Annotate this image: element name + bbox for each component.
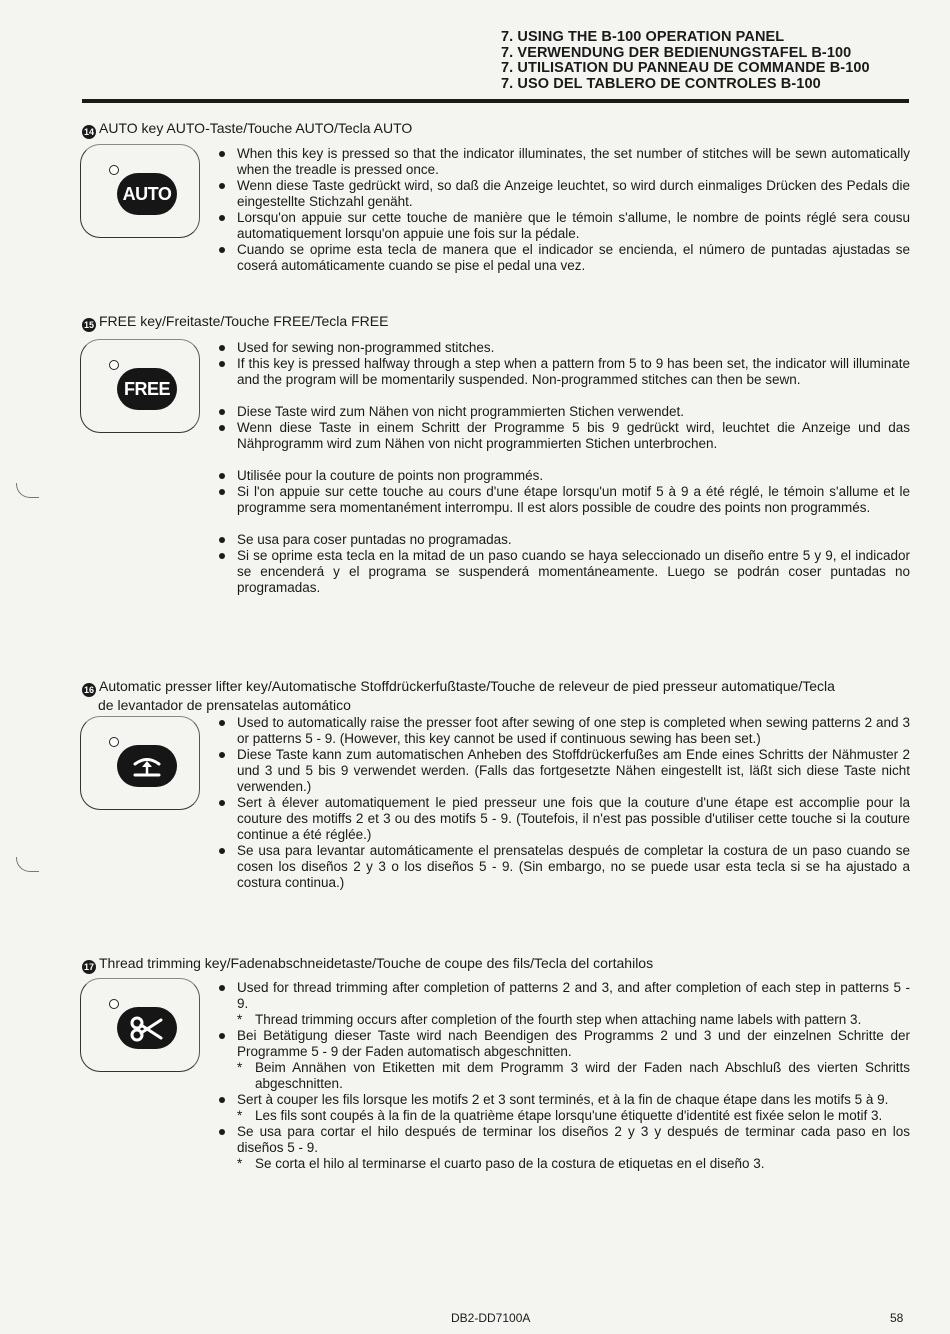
thread-trim-key-illustration [80,978,200,1072]
page-header [501,30,921,92]
list-item: Wenn diese Taste gedrückt wird, so daß die Anzeige leuchtet, so wird durch einmaliges Drücken des Pedals die eingestellte Stichzahl genäht. [216,178,910,210]
indicator-led [109,737,119,747]
list-item: Cuando se oprime esta tecla de manera que el indicador se encienda, el número de puntadas ajustadas se coserá automáticamente cuando se pise el pedal una vez. [216,242,910,274]
section-number-badge: 14 [83,127,94,137]
free-key: FREE [117,368,177,410]
section-number-badge: 15 [83,320,94,330]
list-item: Utilisée pour la couture de points non programmés. [216,468,910,484]
section-number-badge: 17 [83,962,94,972]
list-item: If this key is pressed halfway through a step when a pattern from 5 to 9 has been set, the indicator will illuminate and the program will be momentarily suspended. Non-programmed stitches can then be sewn. [216,356,910,388]
list-item: Wenn diese Taste in einem Schritt der Programme 5 bis 9 gedrückt wird, leuchtet die Anzeige und das Nähprogramm wird zum Nähen von nicht programmierten Stichen unterbrochen. [216,420,910,452]
indicator-led [109,360,119,370]
list-item: Sert à couper les fils lorsque les motifs 2 et 3 sont terminés, et à la fin de chaque étape dans les motifs 5 à 9. [216,1092,910,1108]
section-title-continuation: de levantador de prensatelas automático [98,697,351,713]
list-item: Sert à élever automatiquement le pied presseur une fois que la couture d'une étape est accomplie pour la couture des motiffs 2 et 3 ou des motifs 5 - 9. (Toutefois, il n'est pas possible d'utiliser cette touche si la couture continue a été réglée.) [216,795,910,843]
list-item: Used for sewing non-programmed stitches. [216,340,910,356]
note-item: * Beim Annähen von Etiketten mit dem Programm 3 wird der Faden nach Abschluß des vierten Schritts abgeschnitten. [216,1060,910,1092]
list-item: Used to automatically raise the presser foot after sewing of one step is completed when sewing patterns 2 and 3 or patterns 5 - 9. (However, this key cannot be used if continuous sewing has been set.) [216,715,910,747]
section-title-text: AUTO key AUTO-Taste/Touche AUTO/Tecla AUTO [99,120,413,136]
list-item: Se usa para coser puntadas no programadas. [216,532,910,548]
section-presser-lifter-list [216,715,910,891]
thread-trim-key [117,1007,177,1049]
header-line-en: 7. USING THE B-100 OPERATION PANEL [501,29,785,45]
section-title-auto [82,120,412,139]
list-item: When this key is pressed so that the indicator illuminates, the set number of stitches will be sewn automatically when the treadle is pressed once. [216,146,910,178]
header-line-es: 7. USO DEL TABLERO DE CONTROLES B-100 [501,75,821,92]
section-title-text: Thread trimming key/Fadenabschneidetaste/Touche de coupe des fils/Tecla del cortahilos [99,955,654,971]
presser-lifter-key-illustration [80,716,200,810]
list-item: Used for thread trimming after completion of patterns 2 and 3, and after completion of each step in patterns 5 - 9. [216,980,910,1012]
section-title-thread-trimming [82,955,653,974]
note-item: * Les fils sont coupés à la fin de la quatrième étape lorsqu'une étiquette d'identité est fixée selon le motif 3. [216,1108,910,1124]
section-number-badge: 16 [83,685,94,695]
presser-lifter-key [117,745,177,787]
auto-key-illustration [80,144,200,238]
margin-punch-mark [16,857,39,872]
header-line-de: 7. VERWENDUNG DER BEDIENUNGSTAFEL B-100 [501,44,852,61]
section-title-text: Automatic presser lifter key/Automatische Stoffdrückerfußtaste/Touche de releveur de pied presseur automatique/Tecla [99,678,835,694]
list-item: Lorsqu'on appuie sur cette touche de manière que le témoin s'allume, le nombre de points réglé sera cousu automatiquement lorsqu'on appuie une fois sur la pédale. [216,210,910,242]
note-item: * Thread trimming occurs after completion of the fourth step when attaching name labels with pattern 3. [216,1012,910,1028]
margin-punch-mark [16,483,39,498]
scissors-icon [129,1016,165,1042]
list-item: Si l'on appuie sur cette touche au cours d'une étape lorsqu'un motif 5 à 9 a été réglé, le témoin s'allume et le programme sera momentanément interrompu. Il est alors possible de coudre des points non programmés. [216,484,910,516]
presser-foot-lift-icon [130,754,164,778]
document-code: DB2-DD7100A [451,1311,531,1325]
header-line-fr: 7. UTILISATION DU PANNEAU DE COMMANDE B-100 [501,60,870,76]
header-rule [82,99,909,103]
list-item: Bei Betätigung dieser Taste wird nach Beendigen des Programms 2 und 3 und der einzelnen Schritte der Programme 5 - 9 der Faden automatisch abgeschnitten. [216,1028,910,1060]
section-free-list [216,340,910,596]
list-item: Diese Taste kann zum automatischen Anheben des Stoffdrückerfußes am Ende eines Schritts der Nähmuster 2 und 3 und 5 bis 9 verwendet werden. (Falls das fortgesetzte Nähen eingestellt ist, läßt sich diese Taste nicht verwenden.) [216,747,910,795]
section-title-text: FREE key/Freitaste/Touche FREE/Tecla FREE [99,313,389,329]
list-item: Si se oprime esta tecla en la mitad de un paso cuando se haya seleccionado un diseño entre 5 y 9, el indicador se encenderá y el programa se suspenderá momentáneamente. Luego se podrán coser puntadas no programadas. [216,548,910,596]
indicator-led [109,165,119,175]
list-item: Diese Taste wird zum Nähen von nicht programmierten Stichen verwendet. [216,404,910,420]
page-number: 58 [890,1311,904,1325]
list-item: Se usa para levantar automáticamente el prensatelas después de completar la costura de un paso cuando se cosen los diseños 2 y 3 o los diseños 5 - 9. (Sin embargo, no se puede usar esta tecla si se ha ajustado a costura continua.) [216,843,910,891]
indicator-led [109,999,119,1009]
free-key-illustration [80,339,200,433]
section-thread-trimming-list [216,980,910,1172]
section-title-presser-lifter [82,678,835,713]
list-item: Se usa para cortar el hilo después de terminar los diseños 2 y 3 y después de terminar cada paso en los diseños 5 - 9. [216,1124,910,1156]
section-auto-list [216,146,910,274]
section-title-free [82,313,388,332]
note-item: * Se corta el hilo al terminarse el cuarto paso de la costura de etiquetas en el diseño 3. [216,1156,910,1172]
auto-key: AUTO [117,173,177,215]
